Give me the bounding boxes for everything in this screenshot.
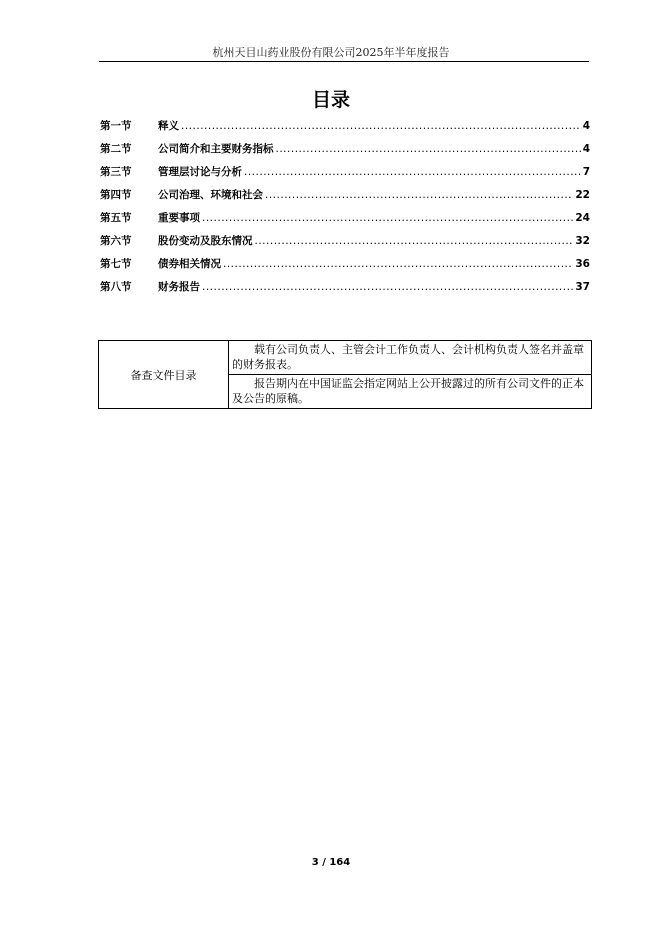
toc-entry-4[interactable] bbox=[100, 187, 590, 210]
toc-page-number: 4 bbox=[582, 120, 590, 132]
header-divider bbox=[99, 61, 589, 62]
table-row bbox=[99, 341, 592, 375]
toc-section-number: 第三节 bbox=[100, 166, 132, 178]
toc-dot-leader bbox=[276, 143, 581, 155]
toc-section-number: 第四节 bbox=[100, 189, 132, 201]
toc-section-title[interactable]: 财务报告 bbox=[158, 281, 200, 293]
toc-page-number: 7 bbox=[582, 166, 590, 178]
reference-documents-table bbox=[98, 340, 592, 409]
toc-entry-7[interactable] bbox=[100, 256, 590, 279]
toc-dot-leader bbox=[202, 281, 573, 293]
toc-section-number: 第一节 bbox=[100, 120, 132, 132]
toc-page-number: 32 bbox=[575, 235, 590, 247]
table-of-contents bbox=[100, 118, 590, 302]
toc-dot-leader bbox=[244, 166, 581, 178]
toc-entry-8[interactable] bbox=[100, 279, 590, 302]
toc-entry-5[interactable] bbox=[100, 210, 590, 233]
toc-page-number: 24 bbox=[575, 212, 590, 224]
toc-page-number: 22 bbox=[575, 189, 590, 201]
toc-page-number: 4 bbox=[582, 143, 590, 155]
toc-dot-leader bbox=[223, 258, 573, 270]
page-indicator: 3 / 164 bbox=[311, 857, 351, 868]
toc-section-number: 第五节 bbox=[100, 212, 132, 224]
toc-page-number: 37 bbox=[575, 281, 590, 293]
toc-section-title[interactable]: 重要事项 bbox=[158, 212, 200, 224]
toc-section-number: 第六节 bbox=[100, 235, 132, 247]
toc-entry-3[interactable] bbox=[100, 164, 590, 187]
toc-section-title[interactable]: 股份变动及股东情况 bbox=[158, 235, 253, 247]
toc-section-title[interactable]: 管理层讨论与分析 bbox=[158, 166, 242, 178]
toc-entry-6[interactable] bbox=[100, 233, 590, 256]
toc-section-number: 第二节 bbox=[100, 143, 132, 155]
page-title: 目录 bbox=[311, 89, 350, 111]
reference-document-item: 载有公司负责人、主管会计工作负责人、会计机构负责人签名并盖章的财务报表。 bbox=[229, 341, 592, 375]
toc-dot-leader bbox=[181, 120, 581, 132]
toc-section-title[interactable]: 释义 bbox=[158, 120, 179, 132]
toc-dot-leader bbox=[255, 235, 574, 247]
page-header: 杭州天目山药业股份有限公司2025年半年度报告 bbox=[212, 46, 450, 59]
toc-dot-leader bbox=[202, 212, 573, 224]
toc-section-title[interactable]: 债券相关情况 bbox=[158, 258, 221, 270]
toc-section-title[interactable]: 公司简介和主要财务指标 bbox=[158, 143, 274, 155]
toc-section-number: 第八节 bbox=[100, 281, 132, 293]
toc-dot-leader bbox=[265, 189, 573, 201]
reference-documents-label: 备查文件目录 bbox=[99, 341, 229, 409]
reference-document-item: 报告期内在中国证监会指定网站上公开披露过的所有公司文件的正本及公告的原稿。 bbox=[229, 375, 592, 409]
toc-entry-1[interactable] bbox=[100, 118, 590, 141]
toc-section-number: 第七节 bbox=[100, 258, 132, 270]
toc-entry-2[interactable] bbox=[100, 141, 590, 164]
toc-section-title[interactable]: 公司治理、环境和社会 bbox=[158, 189, 263, 201]
toc-page-number: 36 bbox=[575, 258, 590, 270]
